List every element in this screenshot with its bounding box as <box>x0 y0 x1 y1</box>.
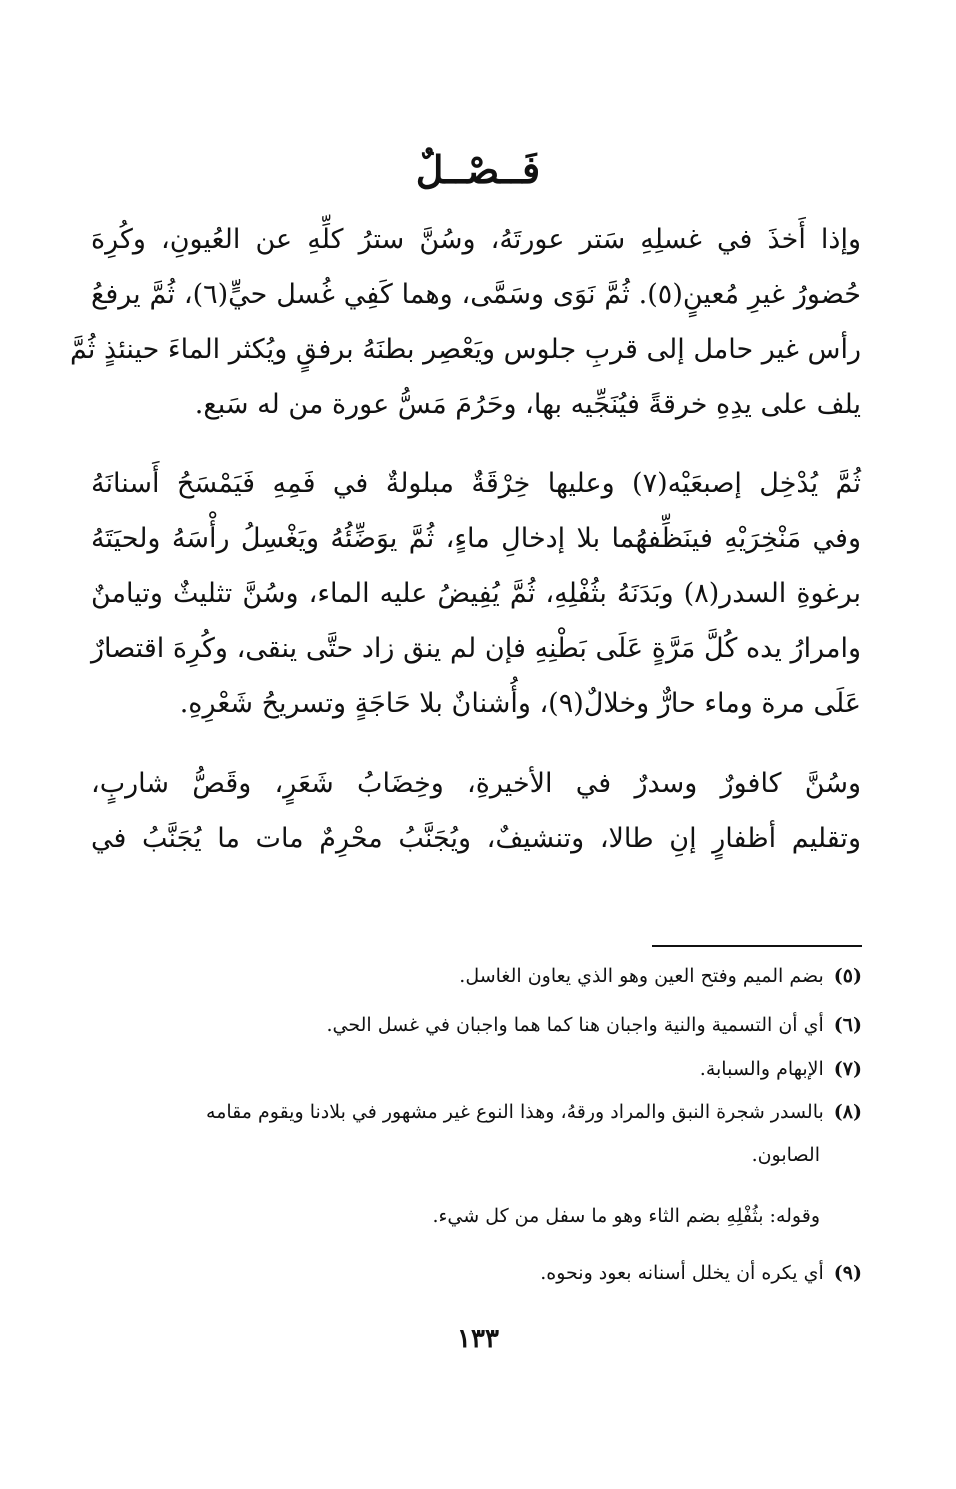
paragraph-2 <box>91 456 861 731</box>
footnote-text: بضم الميم وفتح العين وهو الذي يعاون الغاسل. <box>459 965 824 987</box>
text-line: عَلَى مرة وماء حارٌّ وخلالٌ(٩)، وأُشنانٌ بلا حَاجَةٍ وتسريحُ شَعْرِهِ. <box>179 688 861 719</box>
text-line: ثُمَّ يُدْخِل إصبعَيْه(٧) وعليها خِرْقَةٌ مبلولةٌ في فَمِهِ فَيَمْسَحُ أَسنانَهُ <box>91 468 862 499</box>
footnote-8-continuation: الصابون. <box>751 1144 820 1166</box>
footnote-text: بالسدر شجرة النبق والمراد ورقهُ، وهذا النوع غير مشهور في بلادنا ويقوم مقامه <box>206 1101 824 1123</box>
paragraph-3 <box>91 756 861 866</box>
footnote-text: الإبهام والسبابة. <box>699 1058 824 1080</box>
footnote-divider <box>652 945 862 947</box>
section-heading: فَــصْــلٌ <box>415 147 541 192</box>
footnote-number: (٦) <box>833 1014 862 1036</box>
text-line: رأس غير حامل إلى قربِ جلوس ويَعْصِر بطنَهُ برفقٍ ويُكثر الماءَ حينئذٍ ثُمَّ <box>69 334 861 365</box>
text-line: يلف على يدِهِ خرقةً فيُنَجِّيه بها، وحَرُمَ مَسُّ عورة من له سَبع. <box>194 389 861 420</box>
footnote-text: أي أن التسمية والنية واجبان هنا كما هما واجبان في غسل الحي. <box>326 1014 824 1036</box>
footnote-number: (٩) <box>833 1262 862 1284</box>
footnote-number: (٧) <box>833 1058 862 1080</box>
text-line: وامرارُ يده كُلَّ مَرَّةٍ عَلَى بَطْنِهِ فإن لم ينق زاد حتَّى ينقى، وكُرِهَ اقتصارٌ <box>91 633 861 664</box>
paragraph-1 <box>69 212 861 432</box>
footnote-6 <box>92 1010 862 1040</box>
text-line: وإذا أَخذَ في غسلِهِ سَتر عورتَهُ، وسُنَّ سترُ كلِّهِ عن العُيونِ، وكُرِهَ <box>91 224 861 255</box>
text-line: برغوةِ السدر(٨) وبَدَنَهُ بثُفْلِهِ، ثُمَّ يُفِيضُ عليه الماء، وسُنَّ تثليثٌ وتيامنٌ <box>91 578 861 609</box>
text-line: حُضورُ غيرِ مُعينٍ(٥). ثُمَّ نَوَى وسَمَّى، وهما كَفِي غُسل حيٍّ(٦)، ثُمَّ يرفعُ <box>91 279 861 310</box>
footnote-number: (٥) <box>833 965 862 987</box>
footnote-7 <box>92 1054 862 1084</box>
text-line: وفي مَنْخِرَيْهِ فينَظِّفهُما بلا إدخالِ ماءٍ، ثُمَّ يوَضِّئُهُ ويَغْسِلُ رأْسَهُ ولحيَتَهُ <box>91 523 861 554</box>
footnote-8-note: وقوله: بثُفْلِهِ بضم الثاء وهو ما سفل من كل شيء. <box>432 1205 820 1227</box>
page-number: ١٣٣ <box>457 1324 499 1354</box>
footnote-9 <box>92 1258 862 1288</box>
footnote-number: (٨) <box>833 1101 862 1123</box>
text-line: وسُنَّ كافورٌ وسدرٌ في الأخيرةِ، وخِضَابُ شَعَرٍ، وقَصُّ شاربٍ، <box>91 768 861 799</box>
text-line: وتقليم أظفارٍ إنِ طالا، وتنشيفٌ، ويُجَنَّبُ محْرِمٌ مات ما يُجَنَّبُ في <box>91 823 861 854</box>
footnote-5 <box>92 961 862 991</box>
footnote-text: أي يكره أن يخلل أسنانه بعود ونحوه. <box>540 1262 824 1284</box>
footnote-8 <box>92 1097 862 1127</box>
